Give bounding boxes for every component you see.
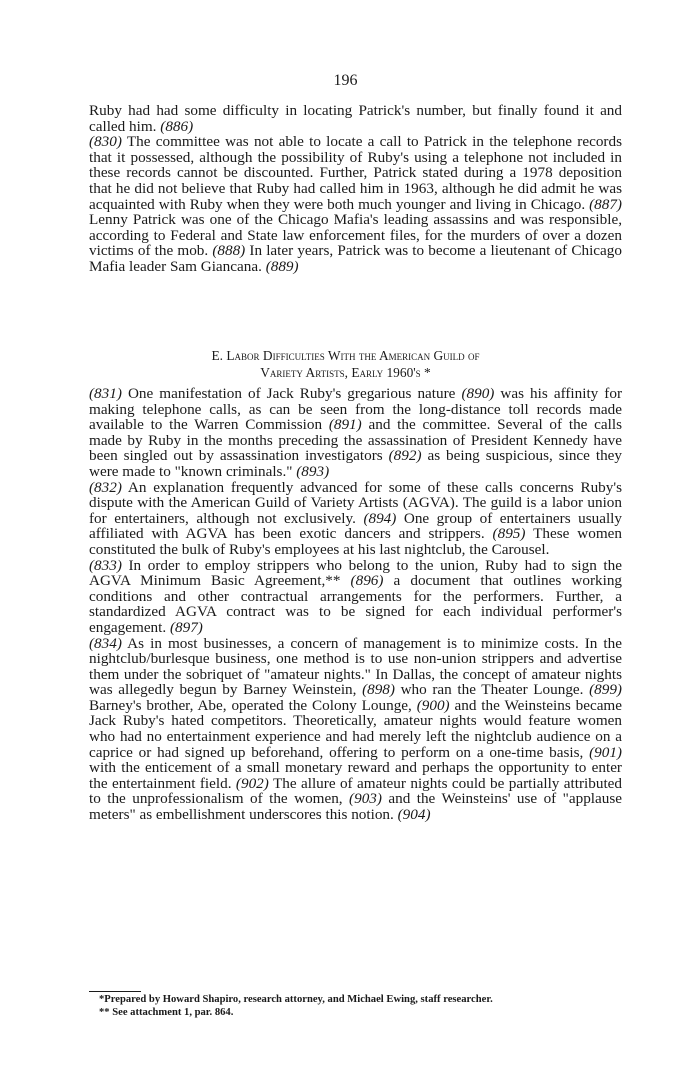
citation-reference: (896) <box>350 572 384 590</box>
citation-reference: (893) <box>296 462 330 480</box>
citation-reference: (891) <box>328 416 362 434</box>
citation-reference: (903) <box>349 790 382 808</box>
section-heading-line: E. Labor Difficulties With the American Guild of <box>211 348 480 363</box>
citation-reference: (831) <box>89 385 122 402</box>
citation-reference: (894) <box>363 509 397 527</box>
footnote: *Prepared by Howard Shapiro, research attorney, and Michael Ewing, staff researcher. <box>99 994 493 1005</box>
citation-reference: (834) <box>89 634 122 652</box>
body-text-lower <box>89 386 622 823</box>
citation-reference: (895) <box>492 525 526 543</box>
paragraph: Ruby had had some difficulty in locating Patrick's number, but finally found it and called him. (886) <box>89 102 622 135</box>
section-heading-line: Variety Artists, Early 1960's * <box>260 365 431 380</box>
citation-reference: (901) <box>589 743 622 761</box>
citation-reference: (886) <box>160 117 194 135</box>
section-heading <box>0 347 691 381</box>
citation-reference: (897) <box>169 618 203 636</box>
paragraph: (832) An explanation frequently advanced for some of these calls concerns Ruby's dispute with the American Guild of Variety Artists (AGVA). The guild is a labor union for entertainers, although not exclusively. (894) One group of entertainers usually affiliated with AGVA has been exotic dancers and strippers. (895) These women constituted the bulk of Ruby's employees at his last nightclub, the Carousel. <box>89 478 623 558</box>
citation-reference: (902) <box>235 774 269 792</box>
citation-reference: (889) <box>265 257 299 275</box>
citation-reference: (904) <box>397 806 431 824</box>
citation-reference: (899) <box>589 681 622 699</box>
citation-reference: (888) <box>212 242 246 260</box>
page-number: 196 <box>333 72 358 89</box>
body-text-upper <box>89 103 622 275</box>
citation-reference: (898) <box>362 681 395 699</box>
citation-reference: (832) <box>89 478 122 496</box>
citation-reference: (830) <box>89 133 122 151</box>
footnotes <box>89 994 622 1019</box>
citation-reference: (890) <box>461 385 495 402</box>
footnote: ** See attachment 1, par. 864. <box>99 1007 234 1018</box>
citation-reference: (892) <box>388 447 422 465</box>
citation-reference: (887) <box>589 195 622 213</box>
paragraph: (834) As in most businesses, a concern of management is to minimize costs. In the nightclub/burlesque business, one method is to use non-union strippers and advertise them under the sobriquet of "amateur nights." In Dallas, the concept of amateur nights was allegedly begun by Barney Weinstein, (898) who ran the Theater Lounge. (899) Barney's brother, Abe, operated the Colony Lounge, (900) and the Weinsteins became Jack Ruby's hated competitors. Theoretically, amateur nights would feature women who had no entertainment experience and had merely left the nightclub audience on a caprice or had signed up beforehand, offering to perform on a one-time basis, (901) with the enticement of a small monetary reward and perhaps the opportunity to enter the entertainment field. (902) The allure of amateur nights could be partially attributed to the unprofessionalism of the women, (903) and the Weinsteins' use of "applause meters" as embellishment underscores this notion. (904) <box>89 634 622 824</box>
paragraph: (833) In order to employ strippers who belong to the union, Ruby had to sign the AGVA Minimum Basic Agreement,** (896) a document that outlines working conditions and other contractual arrangements for the performers. Further, a standardized AGVA contract was to be signed for each individual performer's engagement. (897) <box>89 556 623 636</box>
citation-reference: (833) <box>89 556 122 574</box>
paragraph: (830) The committee was not able to locate a call to Patrick in the telephone records that it possessed, although the possibility of Ruby's using a telephone not included in these records cannot be discounted. Further, Patrick stated during a 1978 deposition that he did not believe that Ruby had called him in 1963, although he did admit he was acquainted with Ruby when they were both much younger and living in Chicago. (887) Lenny Patrick was one of the Chicago Mafia's leading assassins and was responsible, according to Federal and State law enforcement files, for the murders of over a dozen victims of the mob. (888) In later years, Patrick was to become a lieutenant of Chicago Mafia leader Sam Giancana. (889) <box>89 133 622 275</box>
paragraph: (831) One manifestation of Jack Ruby's gregarious nature (890) was his affinity for making telephone calls, as can be seen from the long-distance toll records made available to the Warren Commission (891) and the committee. Several of the calls made by Ruby in the months preceding the assassination of President Kennedy have been singled out by assassination investigators (892) as being suspicious, since they were made to "known criminals." (893) <box>89 385 623 480</box>
citation-reference: (900) <box>416 696 450 714</box>
footnote-divider <box>89 991 141 992</box>
